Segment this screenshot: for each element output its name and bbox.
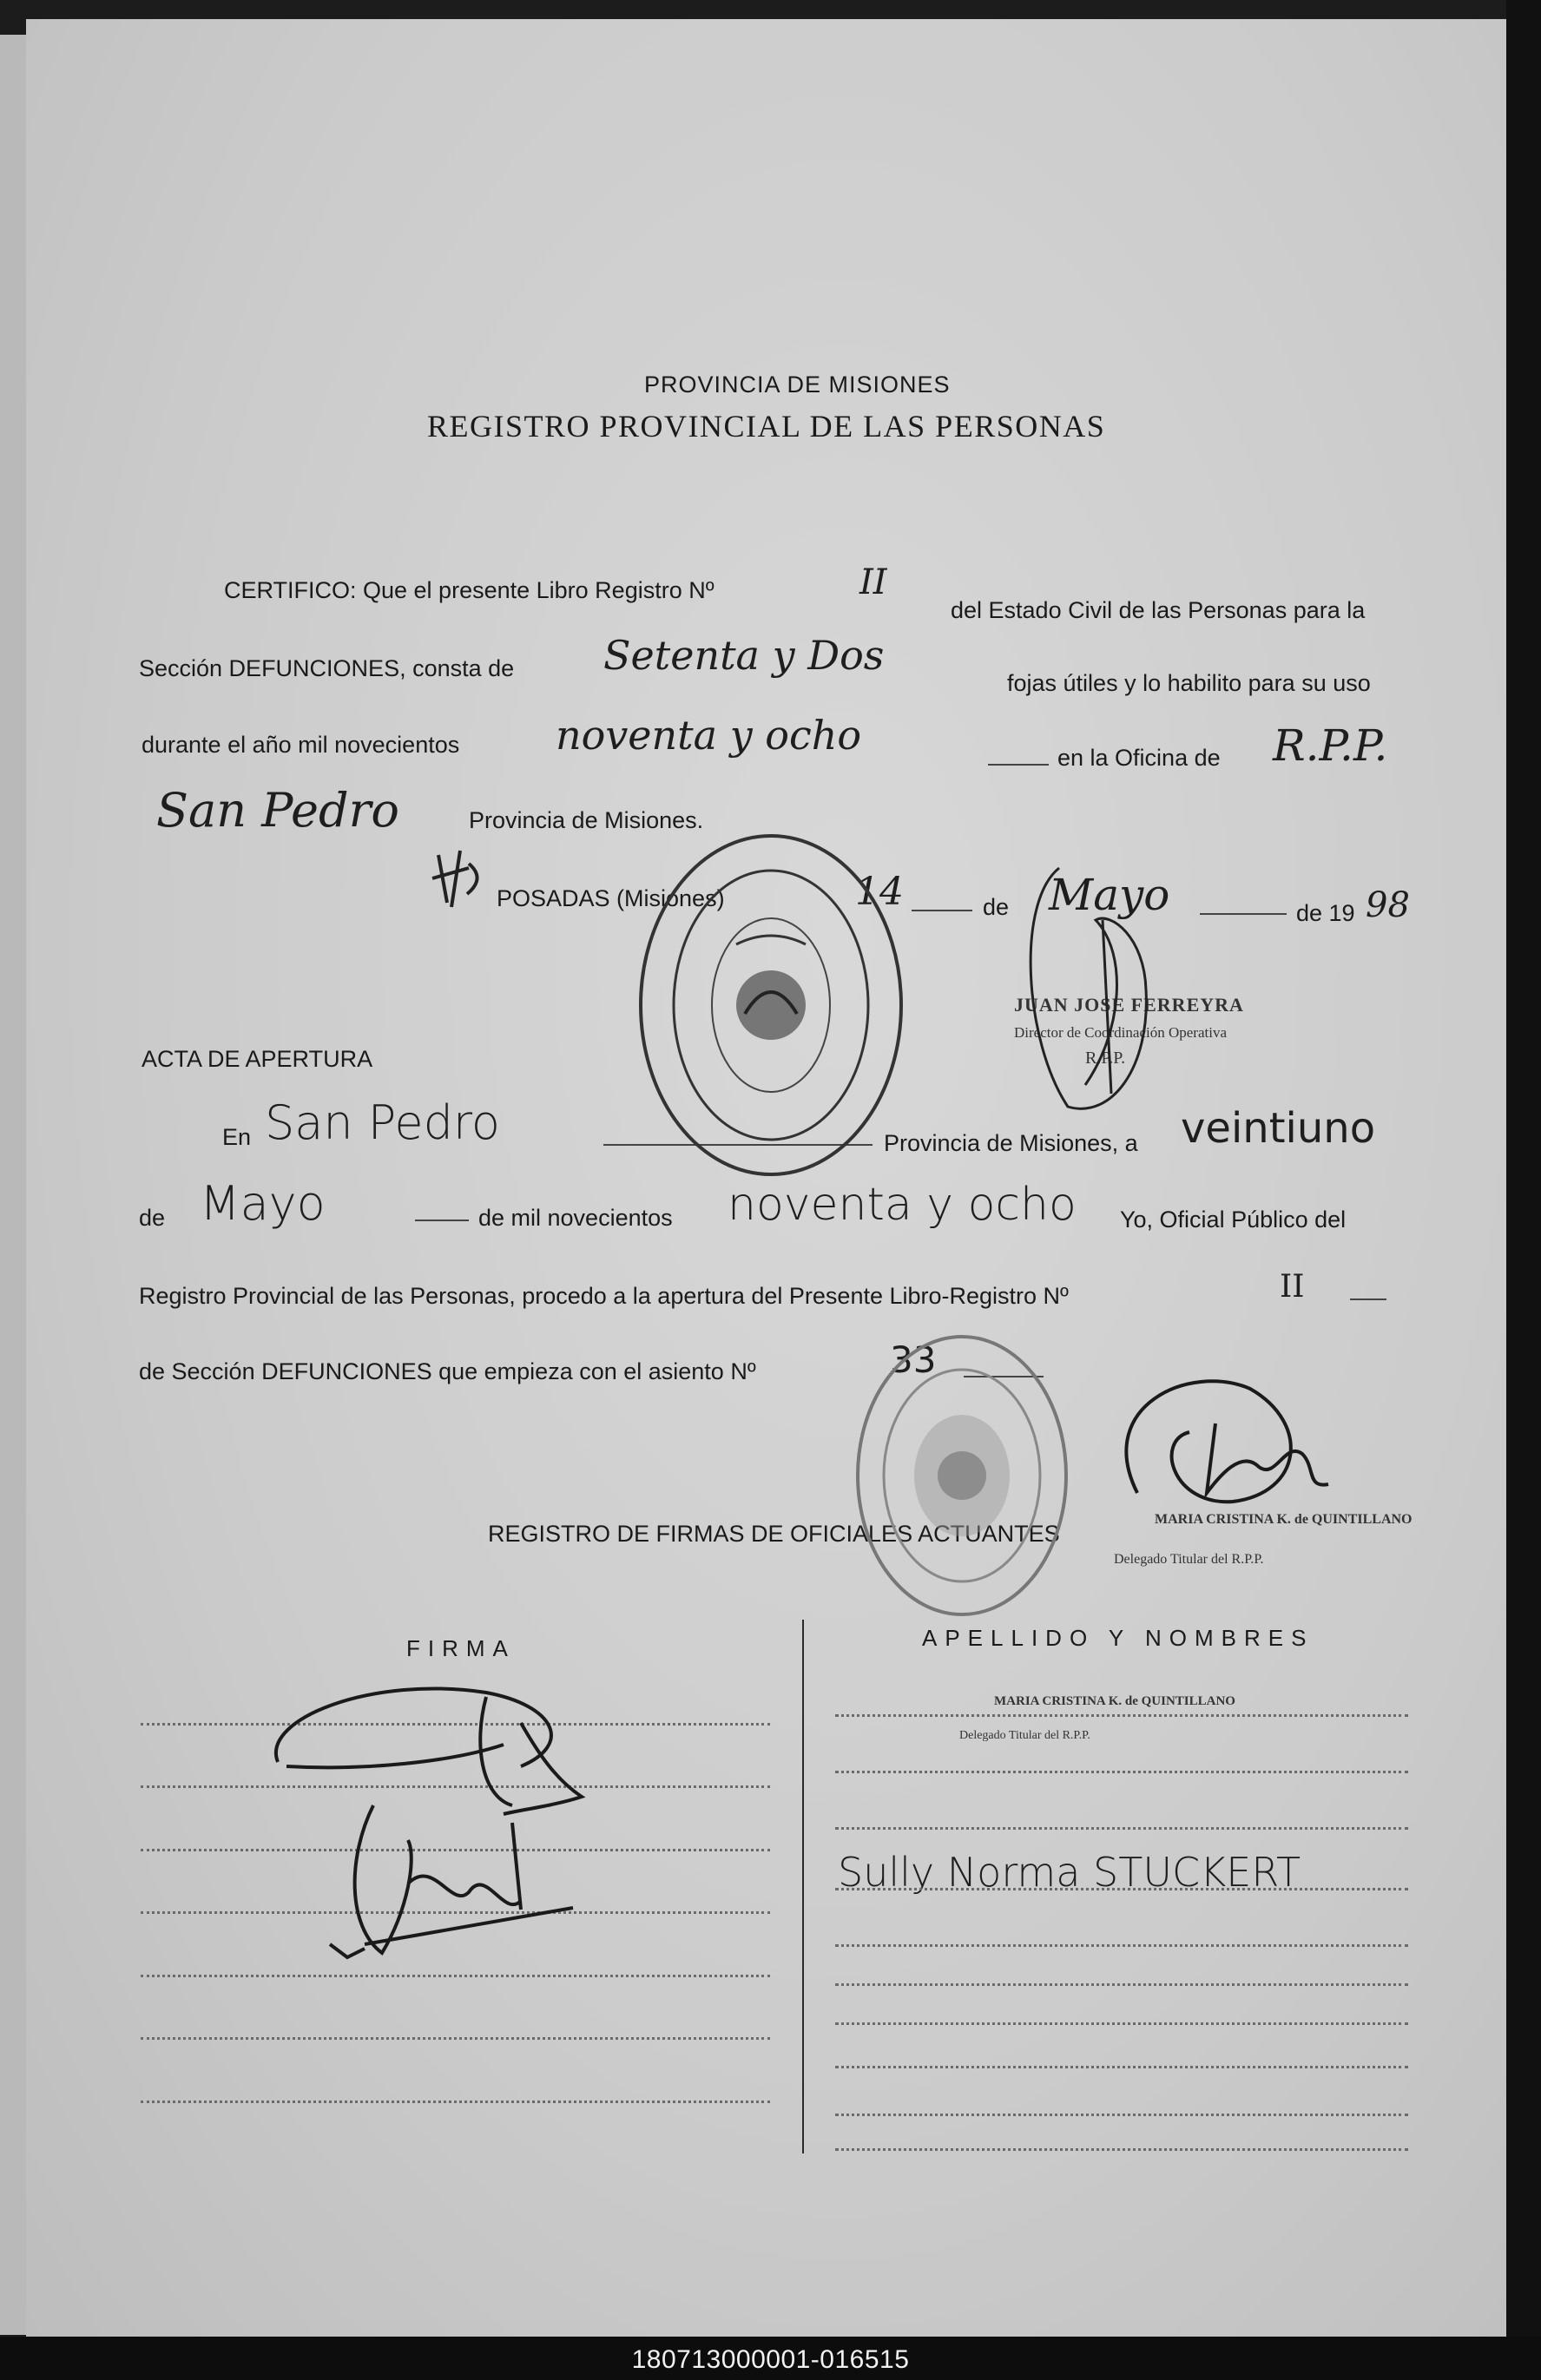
opening-line2-b: Yo, Oficial Público del [1120, 1206, 1347, 1233]
opening-book-number: II [1280, 1269, 1305, 1305]
firma-column-heading: FIRMA [406, 1635, 516, 1661]
cert-folios: Setenta y Dos [603, 632, 885, 679]
cert-year-digits: 98 [1366, 885, 1410, 925]
opening-entry-number: 33 [890, 1338, 937, 1381]
opening-de: de [139, 1205, 166, 1231]
delegate-title: Delegado Titular del R.P.P. [1114, 1552, 1264, 1567]
opening-line3-a: Registro Provincial de las Personas, procedo a la apertura del Presente Libro-Registro Nº [139, 1283, 1069, 1309]
firma-signature-1 [276, 1688, 582, 1814]
cert-book-number: II [859, 562, 887, 602]
initials-mark [432, 851, 477, 907]
signer-name: JUAN JOSE FERREYRA [1014, 994, 1244, 1016]
delegate-signature [1126, 1381, 1328, 1502]
signer-title: Director de Coordinación Operativa [1014, 1024, 1227, 1041]
delegate-name: MARIA CRISTINA K. de QUINTILLANO [1155, 1512, 1413, 1527]
signer-unit: R.P.P. [1085, 1049, 1126, 1068]
opening-month: Mayo [200, 1176, 326, 1231]
cert-line1-b: del Estado Civil de las Personas para la [951, 597, 1366, 623]
opening-day-words: veintiuno [1181, 1104, 1376, 1153]
officer-name-entry: Sully Norma STUCKERT [838, 1849, 1301, 1896]
signatures-heading: REGISTRO DE FIRMAS DE OFICIALES ACTUANTES [488, 1521, 1060, 1547]
cert-place: San Pedro [156, 783, 399, 838]
opening-line1-b: Provincia de Misiones, a [884, 1130, 1138, 1156]
delegate-title-entry: Delegado Titular del R.P.P. [959, 1729, 1090, 1742]
registry-heading: REGISTRO PROVINCIAL DE LAS PERSONAS [427, 409, 1106, 444]
cert-office: R.P.P. [1273, 720, 1388, 771]
registry-seal [641, 836, 901, 1174]
opening-line4-a: de Sección DEFUNCIONES que empieza con el asiento Nº [139, 1358, 756, 1384]
nombres-column-heading: APELLIDO Y NOMBRES [922, 1625, 1314, 1651]
cert-line3-b: en la Oficina de [1057, 745, 1221, 771]
opening-line2-a: de mil novecientos [478, 1205, 673, 1231]
ferreyra-signature [1031, 868, 1146, 1108]
cert-posadas: POSADAS (Misiones) [497, 885, 725, 911]
province-heading: PROVINCIA DE MISIONES [644, 371, 951, 398]
cert-de2: de 19 [1296, 900, 1355, 926]
opening-heading: ACTA DE APERTURA [142, 1046, 373, 1072]
footer-document-id: 180713000001-016515 [631, 2345, 910, 2374]
cert-line2-a: Sección DEFUNCIONES, consta de [139, 655, 515, 681]
delegation-seal [858, 1337, 1066, 1614]
cert-de1: de [983, 894, 1010, 920]
cert-month: Mayo [1049, 870, 1170, 920]
opening-place: San Pedro [265, 1095, 500, 1150]
opening-en: En [222, 1124, 252, 1150]
cert-line1-a: CERTIFICO: Que el presente Libro Registro Nº [224, 577, 715, 603]
cert-day: 14 [855, 870, 904, 914]
cert-line4: Provincia de Misiones. [469, 807, 704, 833]
cert-year-words: noventa y ocho [556, 712, 862, 759]
firma-signature-2 [330, 1805, 573, 1957]
cert-line3-a: durante el año mil novecientos [142, 732, 460, 758]
opening-year-words: noventa y ocho [728, 1179, 1077, 1231]
cert-line2-b: fojas útiles y lo habilito para su uso [1007, 670, 1371, 696]
delegate-name-entry: MARIA CRISTINA K. de QUINTILLANO [994, 1694, 1235, 1708]
